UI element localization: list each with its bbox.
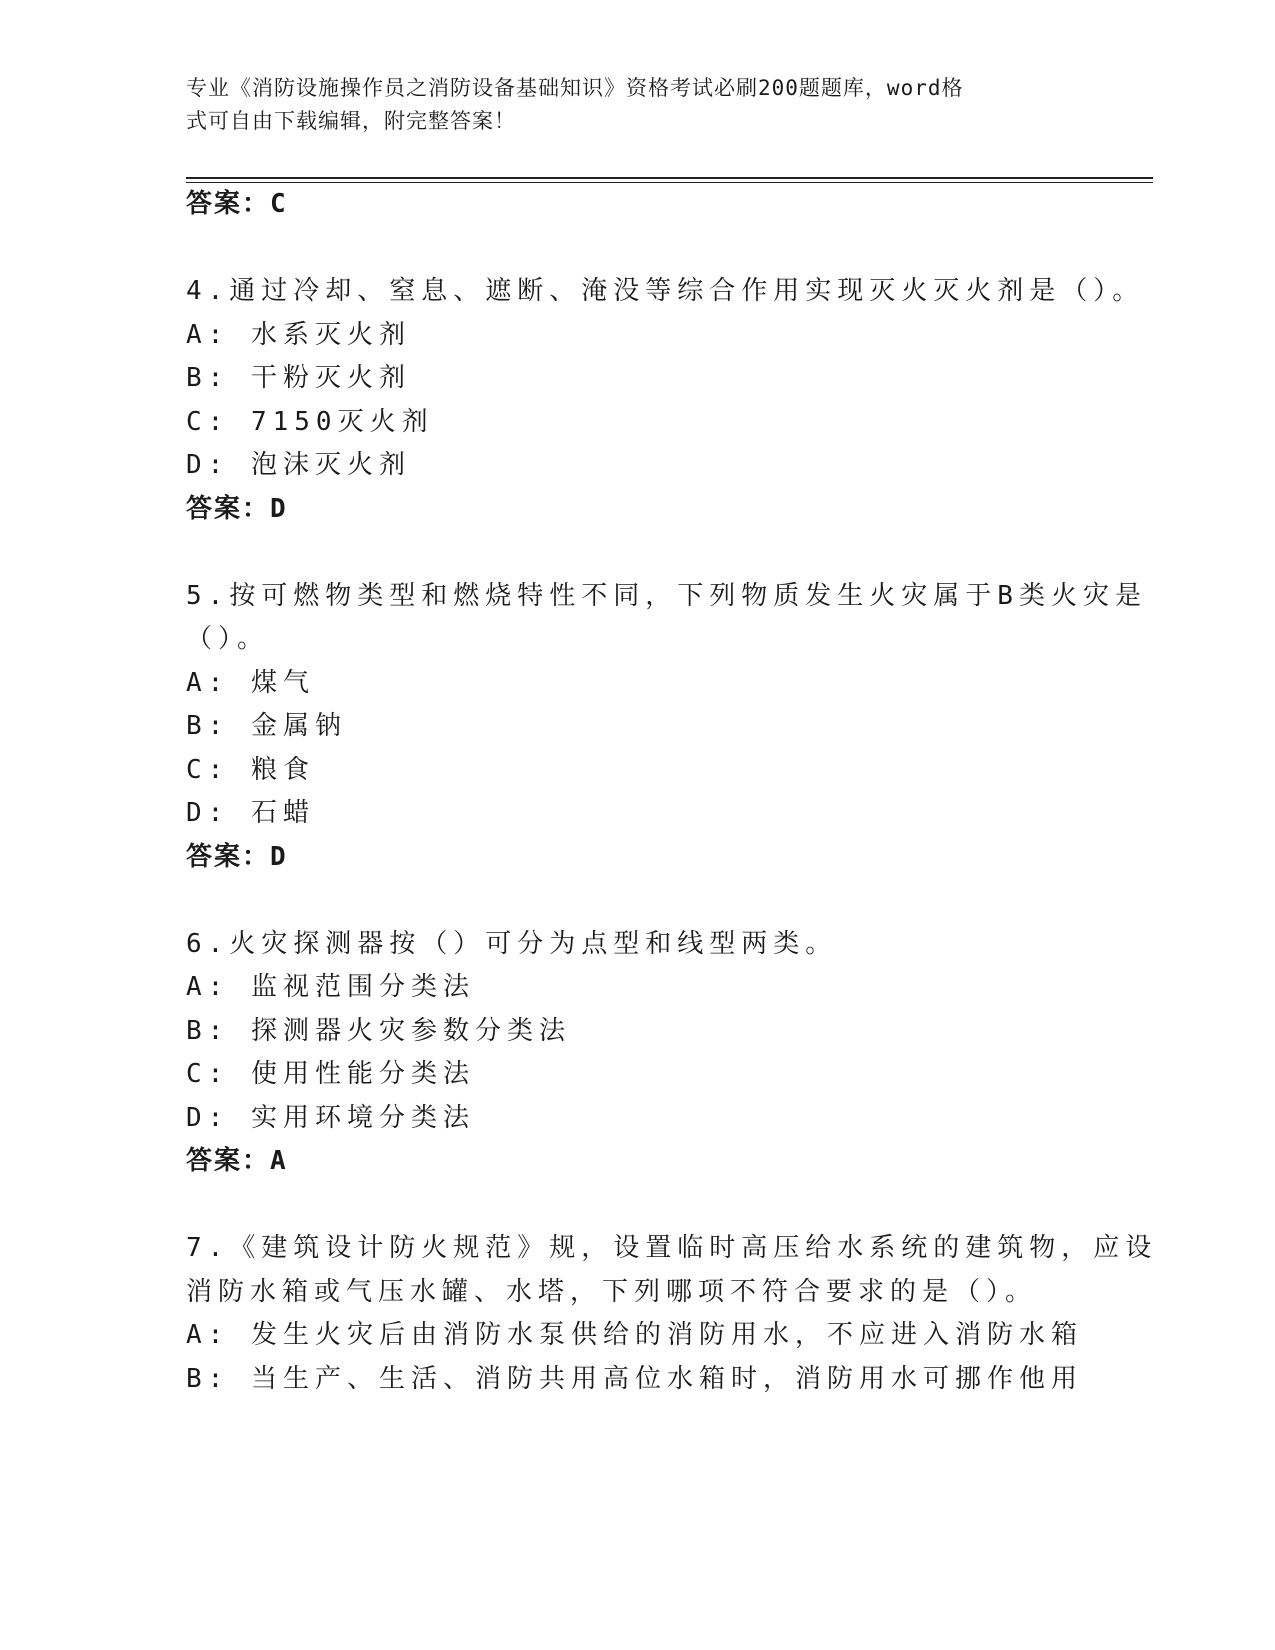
- question-4-stem: 4.通过冷却、窒息、遮断、淹没等综合作用实现灭火灭火剂是（）。: [186, 276, 1145, 306]
- header-rule-thin: [186, 182, 1153, 183]
- header-rule-thick: [186, 177, 1153, 179]
- answer-q5: 答案：D: [186, 842, 288, 872]
- question-5-option-b: B: 金属钠: [186, 711, 347, 741]
- answer-q3: 答案：C: [186, 189, 288, 219]
- question-6-option-a: A: 监视范围分类法: [186, 972, 475, 1002]
- document-header: [186, 72, 1086, 138]
- header-line-2: 式可自由下载编辑，附完整答案！: [186, 109, 516, 133]
- header-line-1: 专业《消防设施操作员之消防设备基础知识》资格考试必刷200题题库，word格: [186, 76, 964, 100]
- question-7-option-b: B: 当生产、生活、消防共用高位水箱时，消防用水可挪作他用: [186, 1364, 1083, 1394]
- answer-q4: 答案：D: [186, 494, 288, 524]
- question-6-option-b: B: 探测器火灾参数分类法: [186, 1016, 571, 1046]
- question-4-option-a: A: 水系灭火剂: [186, 320, 411, 350]
- question-5-stem-line-1: 5.按可燃物类型和燃烧特性不同，下列物质发生火灾属于B类火灾是: [186, 581, 1147, 611]
- question-4-option-c: C: 7150灭火剂: [186, 407, 434, 437]
- question-6-option-d: D: 实用环境分类法: [186, 1103, 475, 1133]
- question-5-stem-line-2: （）。: [186, 624, 270, 654]
- question-4-option-d: D: 泡沫灭火剂: [186, 450, 411, 480]
- question-6-stem: 6.火灾探测器按（）可分为点型和线型两类。: [186, 929, 838, 959]
- question-5-option-c: C: 粮食: [186, 755, 315, 785]
- question-7-stem-line-2: 消防水箱或气压水罐、水塔，下列哪项不符合要求的是（）。: [186, 1277, 1038, 1307]
- answer-q6: 答案：A: [186, 1146, 288, 1176]
- question-5-option-a: A: 煤气: [186, 668, 315, 698]
- question-7-option-a: A: 发生火灾后由消防水泵供给的消防用水，不应进入消防水箱: [186, 1320, 1083, 1350]
- question-5-option-d: D: 石蜡: [186, 798, 315, 828]
- question-6-option-c: C: 使用性能分类法: [186, 1059, 475, 1089]
- question-4-option-b: B: 干粉灭火剂: [186, 363, 411, 393]
- question-7-stem-line-1: 7.《建筑设计防火规范》规，设置临时高压给水系统的建筑物，应设: [186, 1233, 1158, 1263]
